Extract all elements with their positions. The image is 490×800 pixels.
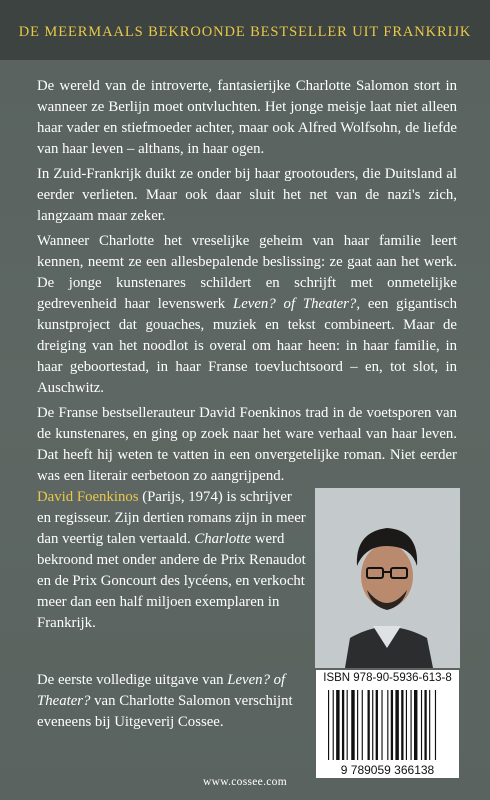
author-bio-part-a: (Parijs, 1974) is schrijver en regisseur. Zijn dertien romans zijn in meer dan veertig talen vertaald. <box>37 489 306 547</box>
blurb-p3-part-b: , een gigantisch kunstproject dat gouaches, muziek en tekst combineert. Maar de dreiging van het noodlot is overal om haar heen: in haar familie, in haar geboortestad, in haar Franse toevluchtsoord – en, tot slot, in Auschwitz. <box>37 296 458 396</box>
tagline: DE MEERMAALS BEKROONDE BESTSELLER UIT FRANKRIJK <box>18 24 472 40</box>
author-photo-illustration <box>315 488 460 668</box>
author-photo <box>315 488 460 668</box>
blurb-paragraph-4: De Franse bestsellerauteur David Foenkinos trad in de voetsporen van de kunstenares, en ging op zoek naar het ware verhaal van haar leven. Dat heeft hij weten te vatten in een onvergetelijke roman. Niet eerder was een literair eerbetoon zo aangrijpend. <box>37 405 457 484</box>
blurb-paragraph-1: De wereld van de introverte, fantasierijke Charlotte Salomon stort in wanneer ze Berlijn moet ontvluchten. Het jonge meisje laat niet alleen haar vader en stiefmoeder achter, maar ook Alfred Wolfsohn, de liefde van haar leven – althans, in haar ogen. <box>37 78 457 157</box>
footer-work-title: Leven? of Theater? <box>37 672 286 709</box>
work-title: Leven? of Theater? <box>233 296 357 312</box>
blurb-paragraph-2: In Zuid-Frankrijk duikt ze onder bij haar grootouders, die Duitsland al eerder verlieten. Maar ook daar sluit het net van de nazi's zich, langzaam maar zeker. <box>37 166 457 224</box>
barcode-bars <box>328 690 436 760</box>
blurb <box>37 76 457 491</box>
novel-title: Charlotte <box>194 531 252 547</box>
footer-part-b: van Charlotte Salomon verschijnt eveneens bij Uitgeverij Cossee. <box>37 693 293 730</box>
footer-note <box>37 670 307 733</box>
author-name: David Foenkinos <box>37 489 139 505</box>
author-bio-part-b: werd bekroond met onder andere de Prix Renaudot en de Prix Goncourt des lycéens, en verkocht meer dan een half miljoen exemplaren in Frankrijk. <box>37 531 306 631</box>
barcode-digits: 9 789059 366138 <box>340 763 435 777</box>
website: www.cossee.com <box>203 776 287 788</box>
blurb-paragraph-3 <box>37 231 457 399</box>
footer-part-a: De eerste volledige uitgave van <box>37 672 228 688</box>
isbn-label: ISBN 978-90-5936-613-8 <box>316 670 459 686</box>
blurb-p3-part-a: Wanneer Charlotte het vreselijke geheim van haar familie leert kennen, neemt ze een allesbepalende beslissing: ze gaat aan het werk. De jonge kunstenares schildert en schrijft met onmetelijke gedrevenheid haar levenswerk <box>37 233 457 312</box>
barcode-graphic <box>316 686 459 778</box>
barcode <box>316 686 459 778</box>
author-bio <box>37 487 307 634</box>
